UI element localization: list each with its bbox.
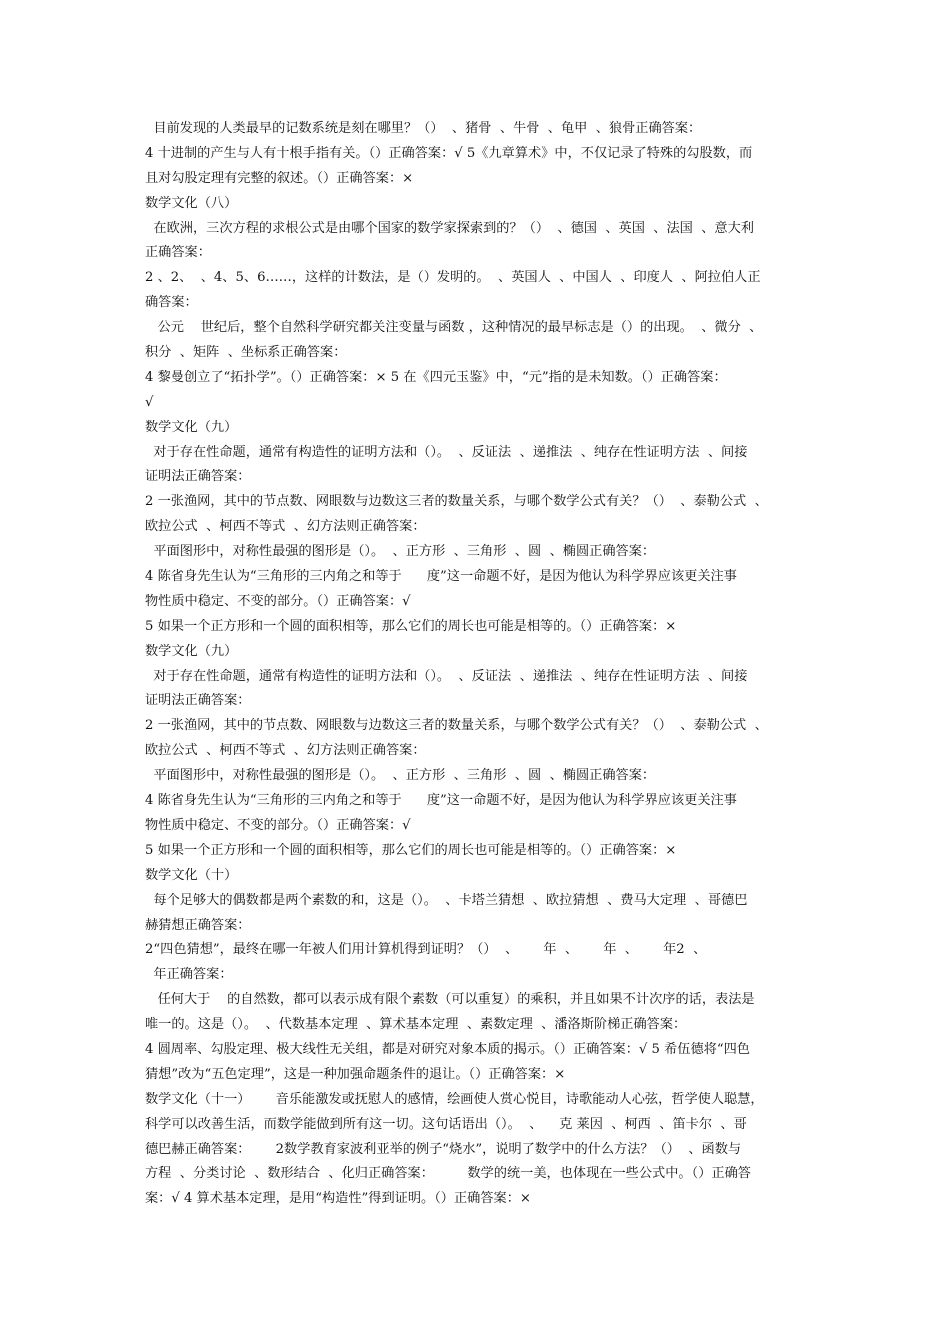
text-line: 平面图形中，对称性最强的图形是（）。 、正方形 、三角形 、圆 、椭圆正确答案： — [145, 768, 656, 784]
text-line: 正确答案： — [145, 245, 211, 261]
text-line: 方程 、分类讨论 、数形结合 、化归正确答案： 数学的统一美，也体现在一些公式中。（）正确答 — [145, 1166, 751, 1182]
section-heading: 数学文化（九） — [145, 419, 238, 435]
text-line: 欧拉公式 、柯西不等式 、幻方法则正确答案： — [145, 519, 426, 535]
text-line: 德巴赫正确答案： 2数学教育家波利亚举的例子“烧水”，说明了数学中的什么方法？（） 、函数与 — [145, 1141, 742, 1157]
text-line: 公元 世纪后，整个自然科学研究都关注变量与函数 ，这种情况的最早标志是（）的出现。 、微分 、 — [145, 320, 763, 336]
text-line: 4 陈省身先生认为“三角形的三内角之和等于 度”这一命题不好，是因为他认为科学界应该更关注事 — [145, 793, 737, 809]
text-line: 确答案： — [145, 295, 198, 311]
text-line: 5 如果一个正方形和一个圆的面积相等，那么它们的周长也可能是相等的。（）正确答案：× — [145, 842, 677, 858]
text-line: 在欧洲，三次方程的求根公式是由哪个国家的数学家探索到的？（） 、德国 、英国 、法国 、意大利 — [145, 220, 754, 236]
text-line: 物性质中稳定、不变的部分。（）正确答案：√ — [145, 593, 411, 609]
text-line: √ — [145, 394, 154, 410]
section-heading: 数学文化（十一） 音乐能激发或抚慰人的感情，绘画使人赏心悦目，诗歌能动人心弦，哲学使人聪慧， — [145, 1091, 764, 1107]
text-line: 4 十进制的产生与人有十根手指有关。（）正确答案：√ 5《九章算术》中，不仅记录了特殊的勾股数，而 — [145, 145, 753, 161]
text-line: 且对勾股定理有完整的叙述。（）正确答案：× — [145, 170, 414, 186]
text-line: 目前发现的人类最早的记数系统是刻在哪里？（） 、猪骨 、牛骨 、龟甲 、狼骨正确答案： — [145, 121, 702, 136]
document-body — [145, 117, 810, 1212]
text-line: 唯一的。这是（）。 、代数基本定理 、算术基本定理 、素数定理 、潘洛斯阶梯正确答案： — [145, 1017, 687, 1033]
text-line: 每个足够大的偶数都是两个素数的和，这是（）。 、卡塔兰猜想 、欧拉猜想 、费马大定理 、哥德巴 — [145, 892, 748, 908]
section-heading: 数学文化（八） — [145, 195, 238, 211]
text-line: 对于存在性命题，通常有构造性的证明方法和（）。 、反证法 、递推法 、纯存在性证明方法 、间接 — [145, 668, 748, 684]
text-line: 任何大于 的自然数，都可以表示成有限个素数（可以重复）的乘积，并且如果不计次序的话，表法是 — [145, 992, 755, 1008]
text-line: 年正确答案： — [145, 967, 233, 983]
text-line: 5 如果一个正方形和一个圆的面积相等，那么它们的周长也可能是相等的。（）正确答案：× — [145, 618, 677, 634]
text-line: 对于存在性命题，通常有构造性的证明方法和（）。 、反证法 、递推法 、纯存在性证明方法 、间接 — [145, 444, 748, 460]
text-line: 4 陈省身先生认为“三角形的三内角之和等于 度”这一命题不好，是因为他认为科学界应该更关注事 — [145, 569, 737, 585]
section-heading: 数学文化（九） — [145, 643, 238, 659]
text-line: 欧拉公式 、柯西不等式 、幻方法则正确答案： — [145, 743, 426, 759]
text-line: 平面图形中，对称性最强的图形是（）。 、正方形 、三角形 、圆 、椭圆正确答案： — [145, 544, 656, 560]
text-line: 案：√ 4 算术基本定理，是用“构造性”得到证明。（）正确答案：× — [145, 1191, 531, 1207]
text-line: 物性质中稳定、不变的部分。（）正确答案：√ — [145, 817, 411, 833]
text-line: 2 一张渔网，其中的节点数、网眼数与边数这三者的数量关系，与哪个数学公式有关？（） 、泰勒公式 、 — [145, 494, 768, 510]
text-line: 赫猜想正确答案： — [145, 917, 251, 933]
text-line: 4 圆周率、勾股定理、极大线性无关组，都是对研究对象本质的揭示。（）正确答案：√ 5 希伍德将“四色 — [145, 1041, 750, 1057]
text-line: 2“四色猜想”，最终在哪一年被人们用计算机得到证明？（） 、 年 、 年 、 年2 、 — [145, 942, 707, 958]
text-line: 2 、2、 、4、5、6……，这样的计数法，是（）发明的。 、英国人 、中国人 、印度人 、阿拉伯人正 — [145, 270, 761, 286]
text-line: 科学可以改善生活，而数学能做到所有这一切。这句话语出（）。 、 克 莱因 、柯西 、笛卡尔 、哥 — [145, 1116, 747, 1132]
text-line: 猜想”改为“五色定理”，这是一种加强命题条件的退让。（）正确答案：× — [145, 1066, 566, 1082]
text-line: 积分 、矩阵 、坐标系正确答案： — [145, 345, 347, 361]
text-line: 4 黎曼创立了“拓扑学”。（）正确答案：× 5 在《四元玉鉴》中，“元”指的是未知数。（）正确答案： — [145, 369, 727, 385]
section-heading: 数学文化（十） — [145, 867, 238, 883]
text-line: 证明法正确答案： — [145, 469, 251, 485]
text-line: 证明法正确答案： — [145, 693, 251, 709]
text-line: 2 一张渔网，其中的节点数、网眼数与边数这三者的数量关系，与哪个数学公式有关？（） 、泰勒公式 、 — [145, 718, 768, 734]
